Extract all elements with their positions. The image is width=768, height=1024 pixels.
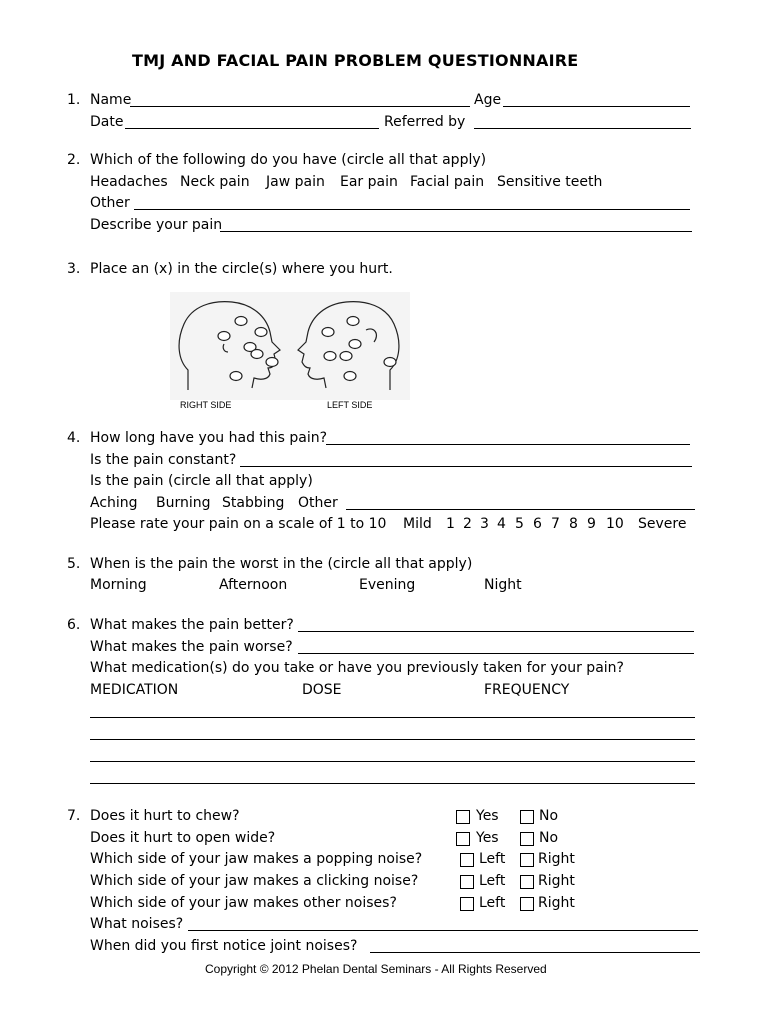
scale-7[interactable]: 7 [551, 516, 560, 532]
other-noises-left-checkbox[interactable] [460, 897, 474, 911]
type-aching[interactable]: Aching [90, 495, 138, 511]
how-long-field[interactable] [326, 444, 690, 445]
pain-circle [344, 372, 356, 381]
other-label: Other [90, 195, 130, 211]
popping-label: Which side of your jaw makes a popping noise? [90, 851, 423, 867]
popping-left-checkbox[interactable] [460, 853, 474, 867]
referred-field[interactable] [474, 128, 691, 129]
severe-label: Severe [638, 516, 687, 532]
scale-2[interactable]: 2 [463, 516, 472, 532]
q5-prompt: When is the pain the worst in the (circle all that apply) [90, 556, 473, 572]
pain-circle [340, 352, 352, 361]
scale-6[interactable]: 6 [533, 516, 542, 532]
pain-circle [255, 328, 267, 337]
date-field[interactable] [125, 128, 379, 129]
option-sensitive-teeth[interactable]: Sensitive teeth [497, 174, 603, 190]
medication-line[interactable] [90, 761, 695, 762]
pain-type-prompt: Is the pain (circle all that apply) [90, 473, 313, 489]
chew-no-checkbox[interactable] [520, 810, 534, 824]
scale-1[interactable]: 1 [446, 516, 455, 532]
chew-no-label: No [539, 808, 559, 824]
clicking-right-checkbox[interactable] [520, 875, 534, 889]
scale-8[interactable]: 8 [569, 516, 578, 532]
pain-circle [218, 332, 230, 341]
age-field[interactable] [503, 106, 690, 107]
time-afternoon[interactable]: Afternoon [219, 577, 288, 593]
rate-label: Please rate your pain on a scale of 1 to 10 [90, 516, 387, 532]
chew-label: Does it hurt to chew? [90, 808, 240, 824]
worse-field[interactable] [298, 653, 694, 654]
other-noises-right-checkbox[interactable] [520, 897, 534, 911]
type-burning[interactable]: Burning [156, 495, 211, 511]
col-dose: DOSE [302, 682, 342, 698]
q3-prompt: Place an (x) in the circle(s) where you hurt. [90, 261, 393, 277]
scale-10[interactable]: 10 [606, 516, 624, 532]
open-no-checkbox[interactable] [520, 832, 534, 846]
scale-3[interactable]: 3 [480, 516, 489, 532]
describe-field[interactable] [220, 231, 692, 232]
option-ear-pain[interactable]: Ear pain [340, 174, 398, 190]
better-field[interactable] [298, 631, 694, 632]
page-title: TMJ AND FACIAL PAIN PROBLEM QUESTIONNAIRE [132, 51, 579, 70]
type-stabbing[interactable]: Stabbing [222, 495, 285, 511]
open-yes-checkbox[interactable] [456, 832, 470, 846]
popping-right-label: Right [538, 851, 575, 867]
pain-circle [324, 352, 336, 361]
pain-circle [349, 340, 361, 349]
worse-label: What makes the pain worse? [90, 639, 293, 655]
clicking-right-label: Right [538, 873, 575, 889]
clicking-left-checkbox[interactable] [460, 875, 474, 889]
popping-left-label: Left [479, 851, 506, 867]
other-noises-left-label: Left [479, 895, 506, 911]
clicking-left-label: Left [479, 873, 506, 889]
first-notice-label: When did you first notice joint noises? [90, 938, 358, 954]
open-no-label: No [539, 830, 559, 846]
age-label: Age [474, 92, 502, 108]
other-noises-right-label: Right [538, 895, 575, 911]
option-neck-pain[interactable]: Neck pain [180, 174, 250, 190]
option-jaw-pain[interactable]: Jaw pain [266, 174, 325, 190]
open-yes-label: Yes [476, 830, 499, 846]
left-side-label: LEFT SIDE [327, 400, 373, 410]
referred-label: Referred by [384, 114, 466, 130]
head-diagram [170, 292, 410, 400]
pain-circle [230, 372, 242, 381]
time-evening[interactable]: Evening [359, 577, 416, 593]
what-noises-field[interactable] [188, 930, 698, 931]
other-field[interactable] [134, 209, 690, 210]
pain-circle [322, 328, 334, 337]
medication-line[interactable] [90, 717, 695, 718]
medication-prompt: What medication(s) do you take or have you previously taken for your pain? [90, 660, 624, 676]
q1-number: 1. [67, 92, 81, 108]
pain-circle [251, 350, 263, 359]
right-side-label: RIGHT SIDE [180, 400, 232, 410]
col-frequency: FREQUENCY [484, 682, 570, 698]
medication-line[interactable] [90, 783, 695, 784]
type-other[interactable]: Other [298, 495, 338, 511]
q2-number: 2. [67, 152, 81, 168]
better-label: What makes the pain better? [90, 617, 294, 633]
copyright: Copyright © 2012 Phelan Dental Seminars - All Rights Reserved [205, 962, 547, 976]
popping-right-checkbox[interactable] [520, 853, 534, 867]
scale-4[interactable]: 4 [497, 516, 506, 532]
pain-circle [235, 317, 247, 326]
how-long-label: How long have you had this pain? [90, 430, 328, 446]
date-label: Date [90, 114, 124, 130]
q2-prompt: Which of the following do you have (circle all that apply) [90, 152, 487, 168]
first-notice-field[interactable] [370, 952, 700, 953]
q6-number: 6. [67, 617, 81, 633]
chew-yes-checkbox[interactable] [456, 810, 470, 824]
constant-label: Is the pain constant? [90, 452, 237, 468]
constant-field[interactable] [240, 466, 692, 467]
q7-number: 7. [67, 808, 81, 824]
name-label: Name [90, 92, 132, 108]
clicking-label: Which side of your jaw makes a clicking noise? [90, 873, 419, 889]
q3-number: 3. [67, 261, 81, 277]
scale-5[interactable]: 5 [515, 516, 524, 532]
medication-line[interactable] [90, 739, 695, 740]
mild-label: Mild [403, 516, 432, 532]
time-morning[interactable]: Morning [90, 577, 147, 593]
option-facial-pain[interactable]: Facial pain [410, 174, 485, 190]
chew-yes-label: Yes [476, 808, 499, 824]
what-noises-label: What noises? [90, 916, 184, 932]
pain-circle [347, 317, 359, 326]
q4-number: 4. [67, 430, 81, 446]
open-label: Does it hurt to open wide? [90, 830, 276, 846]
col-medication: MEDICATION [90, 682, 179, 698]
describe-label: Describe your pain [90, 217, 223, 233]
q5-number: 5. [67, 556, 81, 572]
option-headaches[interactable]: Headaches [90, 174, 168, 190]
pain-circle [266, 358, 278, 367]
pain-circle [384, 358, 396, 367]
scale-9[interactable]: 9 [587, 516, 596, 532]
other-noises-label: Which side of your jaw makes other noises? [90, 895, 397, 911]
time-night[interactable]: Night [484, 577, 522, 593]
name-field[interactable] [130, 106, 470, 107]
type-other-field[interactable] [346, 509, 695, 510]
